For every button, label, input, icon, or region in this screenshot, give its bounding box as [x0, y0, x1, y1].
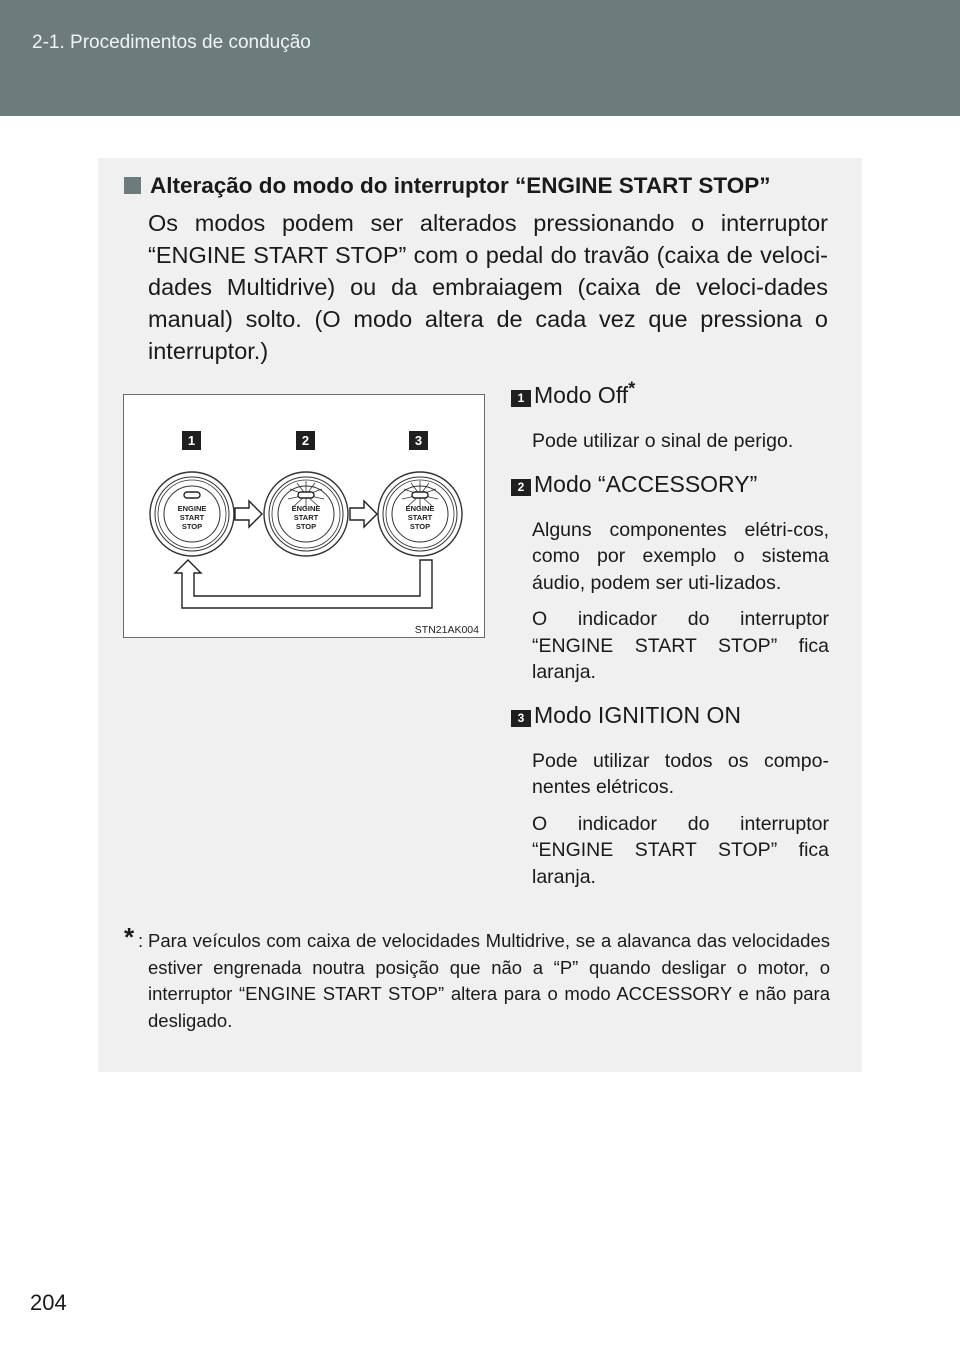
section-heading-text: Alteração do modo do interruptor “ENGINE START STOP” [150, 173, 771, 198]
switch-mode-diagram [124, 395, 486, 639]
modes-list [511, 380, 829, 890]
svg-text:ENGINE: ENGINE [405, 504, 435, 513]
figure-code: STN21AK004 [414, 624, 479, 636]
arrow-right-icon [235, 501, 262, 527]
svg-text:2: 2 [301, 433, 310, 448]
number-badge: 2 [511, 479, 531, 496]
intro-paragraph: Os modos podem ser alterados pressionando o interruptor “ENGINE START STOP” com o pedal do travão (caixa de veloci-dades Multidrive) ou da embraiagem (caixa de veloci-dades manual) solto. (O modo altera de cada vez que pressiona o interruptor.) [148, 210, 828, 364]
svg-text:START: START [179, 513, 205, 522]
page-number: 204 [30, 1290, 67, 1315]
mode-description: O indicador do interruptor “ENGINE START STOP” fica laranja. [532, 608, 829, 683]
footnote-asterisk: * [124, 922, 135, 952]
page-header [0, 0, 960, 116]
footnote-mark: * [628, 378, 636, 399]
footnote-text: Para veículos com caixa de velocidades Multidrive, se a alavanca das velocidades estiver engrenada noutra posição que não a “P” quando desligar o motor, o interruptor “ENGINE START STOP” altera para o modo ACCESSORY e não para desligado. [148, 930, 830, 1031]
number-badge: 3 [511, 710, 531, 727]
mode-title [511, 380, 829, 410]
mode-description: O indicador do interruptor “ENGINE START STOP” fica laranja. [532, 812, 829, 888]
svg-text:STOP: STOP [181, 522, 203, 531]
return-arrow-icon [175, 560, 432, 608]
section-title: 2-1. Procedimentos de condução [32, 32, 311, 53]
section-heading [124, 173, 844, 199]
svg-text:STOP: STOP [409, 522, 431, 531]
mode-description: Alguns componentes elétri-cos, como por exemplo o sistema áudio, podem ser uti-lizados. [532, 518, 829, 594]
start-button-accessory [264, 472, 348, 556]
arrow-right-icon [350, 501, 377, 527]
mode-item [511, 700, 829, 891]
start-button-ignition-on [378, 472, 462, 556]
svg-text:START: START [407, 513, 433, 522]
start-button-off [150, 472, 234, 556]
mode-item [511, 380, 829, 455]
svg-text:ENGINE: ENGINE [291, 504, 321, 513]
mode-description: Pode utilizar todos os compo-nentes elétricos. [532, 749, 829, 798]
svg-text:START: START [293, 513, 319, 522]
svg-text:STOP: STOP [295, 522, 317, 531]
figure-badge-2 [296, 431, 315, 450]
number-badge: 1 [511, 390, 531, 407]
figure-badge-3 [409, 431, 428, 450]
svg-text:3: 3 [414, 433, 423, 448]
square-bullet-icon [124, 177, 141, 194]
mode-title-text: Modo “ACCESSORY” [534, 470, 758, 497]
mode-item [511, 469, 829, 686]
engine-switch-figure [123, 394, 485, 638]
footnote-colon: : [138, 930, 144, 951]
mode-title [511, 700, 829, 730]
mode-title-text: Modo IGNITION ON [534, 701, 742, 728]
footnote [124, 922, 830, 1034]
mode-title [511, 469, 829, 499]
svg-text:1: 1 [187, 433, 196, 448]
mode-description: Pode utilizar o sinal de perigo. [532, 430, 794, 452]
figure-badge-1 [182, 431, 201, 450]
svg-text:ENGINE: ENGINE [177, 504, 207, 513]
mode-title-text: Modo Off [534, 382, 629, 408]
